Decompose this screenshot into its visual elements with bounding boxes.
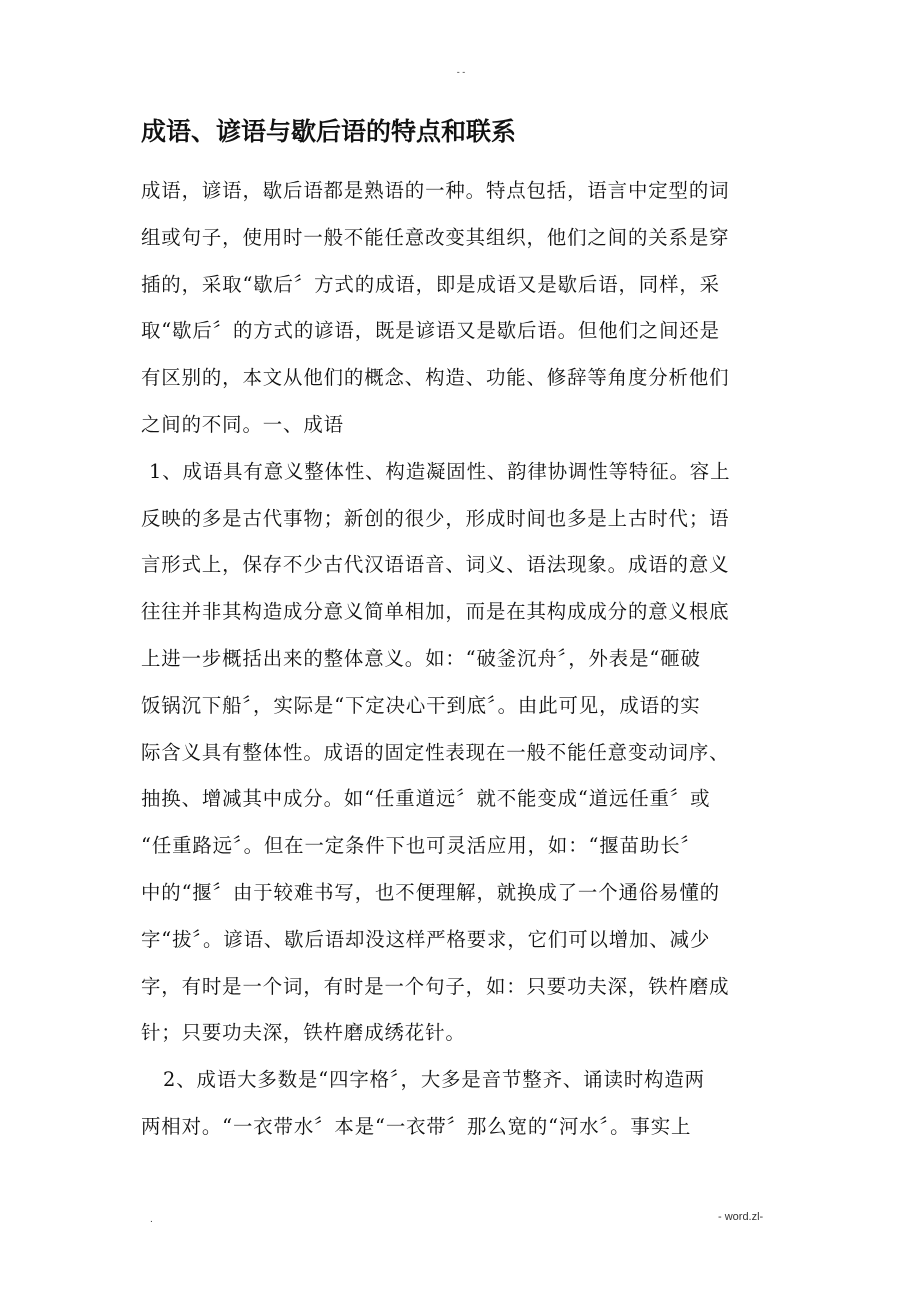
paragraph-idiom-2 — [141, 1057, 776, 1151]
page-title: 成语、谚语与歇后语的特点和联系 — [141, 117, 517, 146]
text-line: 两相对。“一衣带水〞本是“一衣带〞那么宽的“河水〞。事实上 — [141, 1114, 692, 1138]
text-line: 往往并非其构造成分意义简单相加，而是在其构成成分的意义根底 — [141, 600, 730, 624]
text-line: 中的“揠〞由于较难书写，也不便理解，就换成了一个通俗易懂的 — [141, 880, 720, 904]
text-line: 取“歇后〞的方式的谚语，既是谚语又是歇后语。但他们之间还是 — [141, 319, 720, 343]
text-line: “任重路远〞。但在一定条件下也可灵活应用，如：“揠苗助长〞 — [141, 834, 701, 858]
footer-source: - word.zl- — [718, 1211, 764, 1223]
text-line: 组或句子，使用时一般不能任意改变其组织，他们之间的关系是穿 — [141, 225, 730, 249]
text-line: 字，有时是一个词，有时是一个句子，如：只要功夫深，铁杵磨成 — [141, 974, 730, 998]
paragraph-idiom-1 — [141, 449, 776, 1057]
header-mark: - - — [456, 67, 466, 77]
text-line: 际含义具有整体性。成语的固定性表现在一般不能任意变动词序、 — [141, 740, 730, 764]
text-line: 针；只要功夫深，铁杵磨成绣花针。 — [141, 1021, 466, 1045]
text-line: 成语，谚语，歇后语都是熟语的一种。特点包括，语言中定型的词 — [141, 179, 730, 202]
text-line: 饭锅沉下船〞，实际是“下定决心干到底〞。由此可见，成语的实 — [141, 693, 701, 717]
text-line: 字“拔〞。谚语、歇后语却没这样严格要求，它们可以增加、减少 — [141, 927, 711, 951]
paragraph-intro — [141, 168, 776, 449]
footer-left-mark: . — [150, 1214, 153, 1225]
text-line: 1、成语具有意义整体性、构造凝固性、韵律协调性等特征。容上 — [149, 459, 731, 483]
text-line: 反映的多是古代事物；新创的很少，形成时间也多是上古时代；语 — [141, 506, 730, 530]
text-line: 抽换、增减其中成分。如“任重道远〞就不能变成“道远任重〞或 — [141, 787, 711, 811]
document-body — [141, 168, 776, 1151]
text-line: 2、成语大多数是“四字格〞，大多是音节整齐、诵读时构造两 — [163, 1068, 705, 1092]
text-line: 插的，采取“歇后〞方式的成语，即是成语又是歇后语，同样，采 — [141, 272, 720, 296]
text-line: 言形式上，保存不少古代汉语语音、词义、语法现象。成语的意义 — [141, 553, 730, 577]
text-line: 有区别的，本文从他们的概念、构造、功能、修辞等角度分析他们 — [141, 366, 730, 390]
text-line: 上进一步概括出来的整体意义。如：“破釜沉舟〞，外表是“砸破 — [141, 646, 701, 670]
text-line: 之间的不同。一、成语 — [141, 412, 344, 436]
